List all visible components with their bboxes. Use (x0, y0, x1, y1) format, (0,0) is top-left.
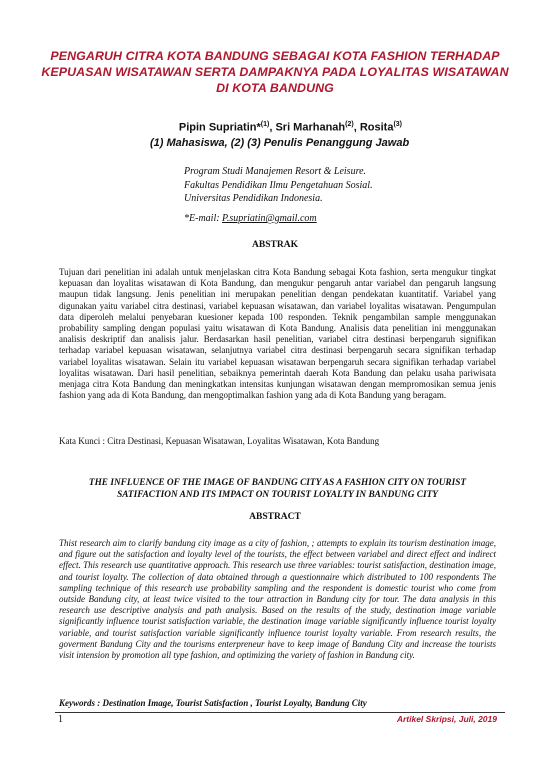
abstract-keywords: Keywords : Destination Image, Tourist Satisfaction , Tourist Loyalty, Bandung City (59, 698, 367, 708)
abstrak-keywords: Kata Kunci : Citra Destinasi, Kepuasan Wisatawan, Loyalitas Wisatawan, Kota Bandung (59, 436, 380, 446)
affiliation-block (184, 165, 414, 206)
author-affiliation-mark: (3) (393, 121, 402, 128)
email-label: *E-mail: (184, 213, 223, 224)
email-link[interactable]: P.supriatin@gmail.com (222, 213, 317, 224)
journal-footer: Artikel Skripsi, Juli, 2019 (396, 714, 497, 724)
author-list (179, 121, 402, 134)
affiliation-program: Program Studi Manajemen Resort & Leisure. (184, 166, 367, 177)
author-name: , Rosita (353, 121, 394, 134)
abstract-heading: ABSTRACT (249, 512, 301, 522)
author-affiliation-mark: (2) (345, 121, 354, 128)
english-title: THE INFLUENCE OF THE IMAGE OF BANDUNG CITY AS A FASHION CITY ON TOURIST SATIFACTION AND ITS IMPACT ON TOURIST LOYALTY IN BANDUNG CITY (88, 478, 467, 500)
abstrak-heading: ABSTRAK (252, 240, 298, 250)
author-affiliation-mark: (1) (260, 121, 270, 128)
abstract-body: Thist research aim to clarify bandung city image as a city of fashion, ; attempts to explain its tourism destination image, and figure out the satisfaction and loyalty level of the tourists, the effect between variabel and direct effect and indirect effect. This research use quantitative approach. This research use three variables: tourist satisfaction, destination image, and tourist loyalty. The collection of data obtained through a questionnaire which distributed to 100 respondents The sampling technique of this research use probability sampling and the respondent is domestic tourist who come from outside Bandung city, at least twice visited to the tour attraction in Bandung city for tour. The data analysis in this research use descriptive analysis and path analysis. Based on the results of the study, destination image variable significantly influence tourist satisfaction variable, the destination image variable significantly influence tourist loyalty variable, and tourist satisfaction variable significantly influence tourist loyalty variable. From research results, the goverment Bandung City and the tourisms enterpreneur have to keep image of Bandung City and increase the tourists visit intension by promotion all type fashion, and optimizing the variety of fashion in Bandung city. (59, 538, 496, 661)
contact-email (184, 213, 317, 224)
affiliation-faculty: Fakultas Pendidikan Ilmu Pengetahuan Sosial. (184, 179, 373, 191)
author-name: Pipin Supriatin* (178, 121, 261, 134)
abstrak-body: Tujuan dari penelitian ini adalah untuk menjelaskan citra Kota Bandung sebagai Kota fashion, serta mengukur tingkat kepuasan dan loyalitas wisatawan di Kota Bandung, dan mengukur pengaruh antar variabel dan pengaruh langsung maupun tidak langsung. Jenis penelitian ini merupakan penelitian dengan pendekatan kuantitatif. Variabel yang digunakan yaitu variabel citra destinasi, variabel kepuasan wisatawan, dan variabel loyalitas wisatawan. Pengumpulan data diperoleh melalui penyebaran kuesioner kepada 100 responden. Teknik pengambilan sample menggunakan probability sampling dengan populasi yaitu wisatawan di Kota Bandung. Analisis data penelitian ini menggunakan analisis deskriptif dan analisis jalur. Berdasarkan hasil penelitian, variabel citra destinasi berpengaruh signifikan terhadap variabel kepuasan wisatawan, selanjutnya variabel citra destinasi berpengaruh secara signifikan terhadap variabel loyalitas wisatawan. Selain itu variabel kepuasan wisatawan berpengaruh secara signifikan terhadap variabel loyalitas wisatawan. Dari hasil penelitian, sebaiknya pemerintah daerah Kota Bandung dan pelaku usaha pariwisata menjaga citra Kota Bandung dan meningkatkan intensitas kunjungan wisatawan dengan mempromosikan semua jenis fashion yang ada di Kota Bandung, dan mengoptimalkan fashion yang ada di Kota Bandung yang beragam. (59, 267, 496, 401)
author-name: , Sri Marhanah (269, 121, 346, 134)
page-number: 1 (58, 714, 63, 725)
footer-divider (55, 712, 505, 713)
affiliation-university: Universitas Pendidikan Indonesia. (184, 193, 323, 204)
paper-title: PENGARUH CITRA KOTA BANDUNG SEBAGAI KOTA FASHION TERHADAP KEPUASAN WISATAWAN SERTA DAMPAKNYA PADA LOYALITAS WISATAWAN DI KOTA BANDUNG (41, 49, 509, 95)
author-roles: (1) Mahasiswa, (2) (3) Penulis Penanggung Jawab (150, 137, 410, 149)
